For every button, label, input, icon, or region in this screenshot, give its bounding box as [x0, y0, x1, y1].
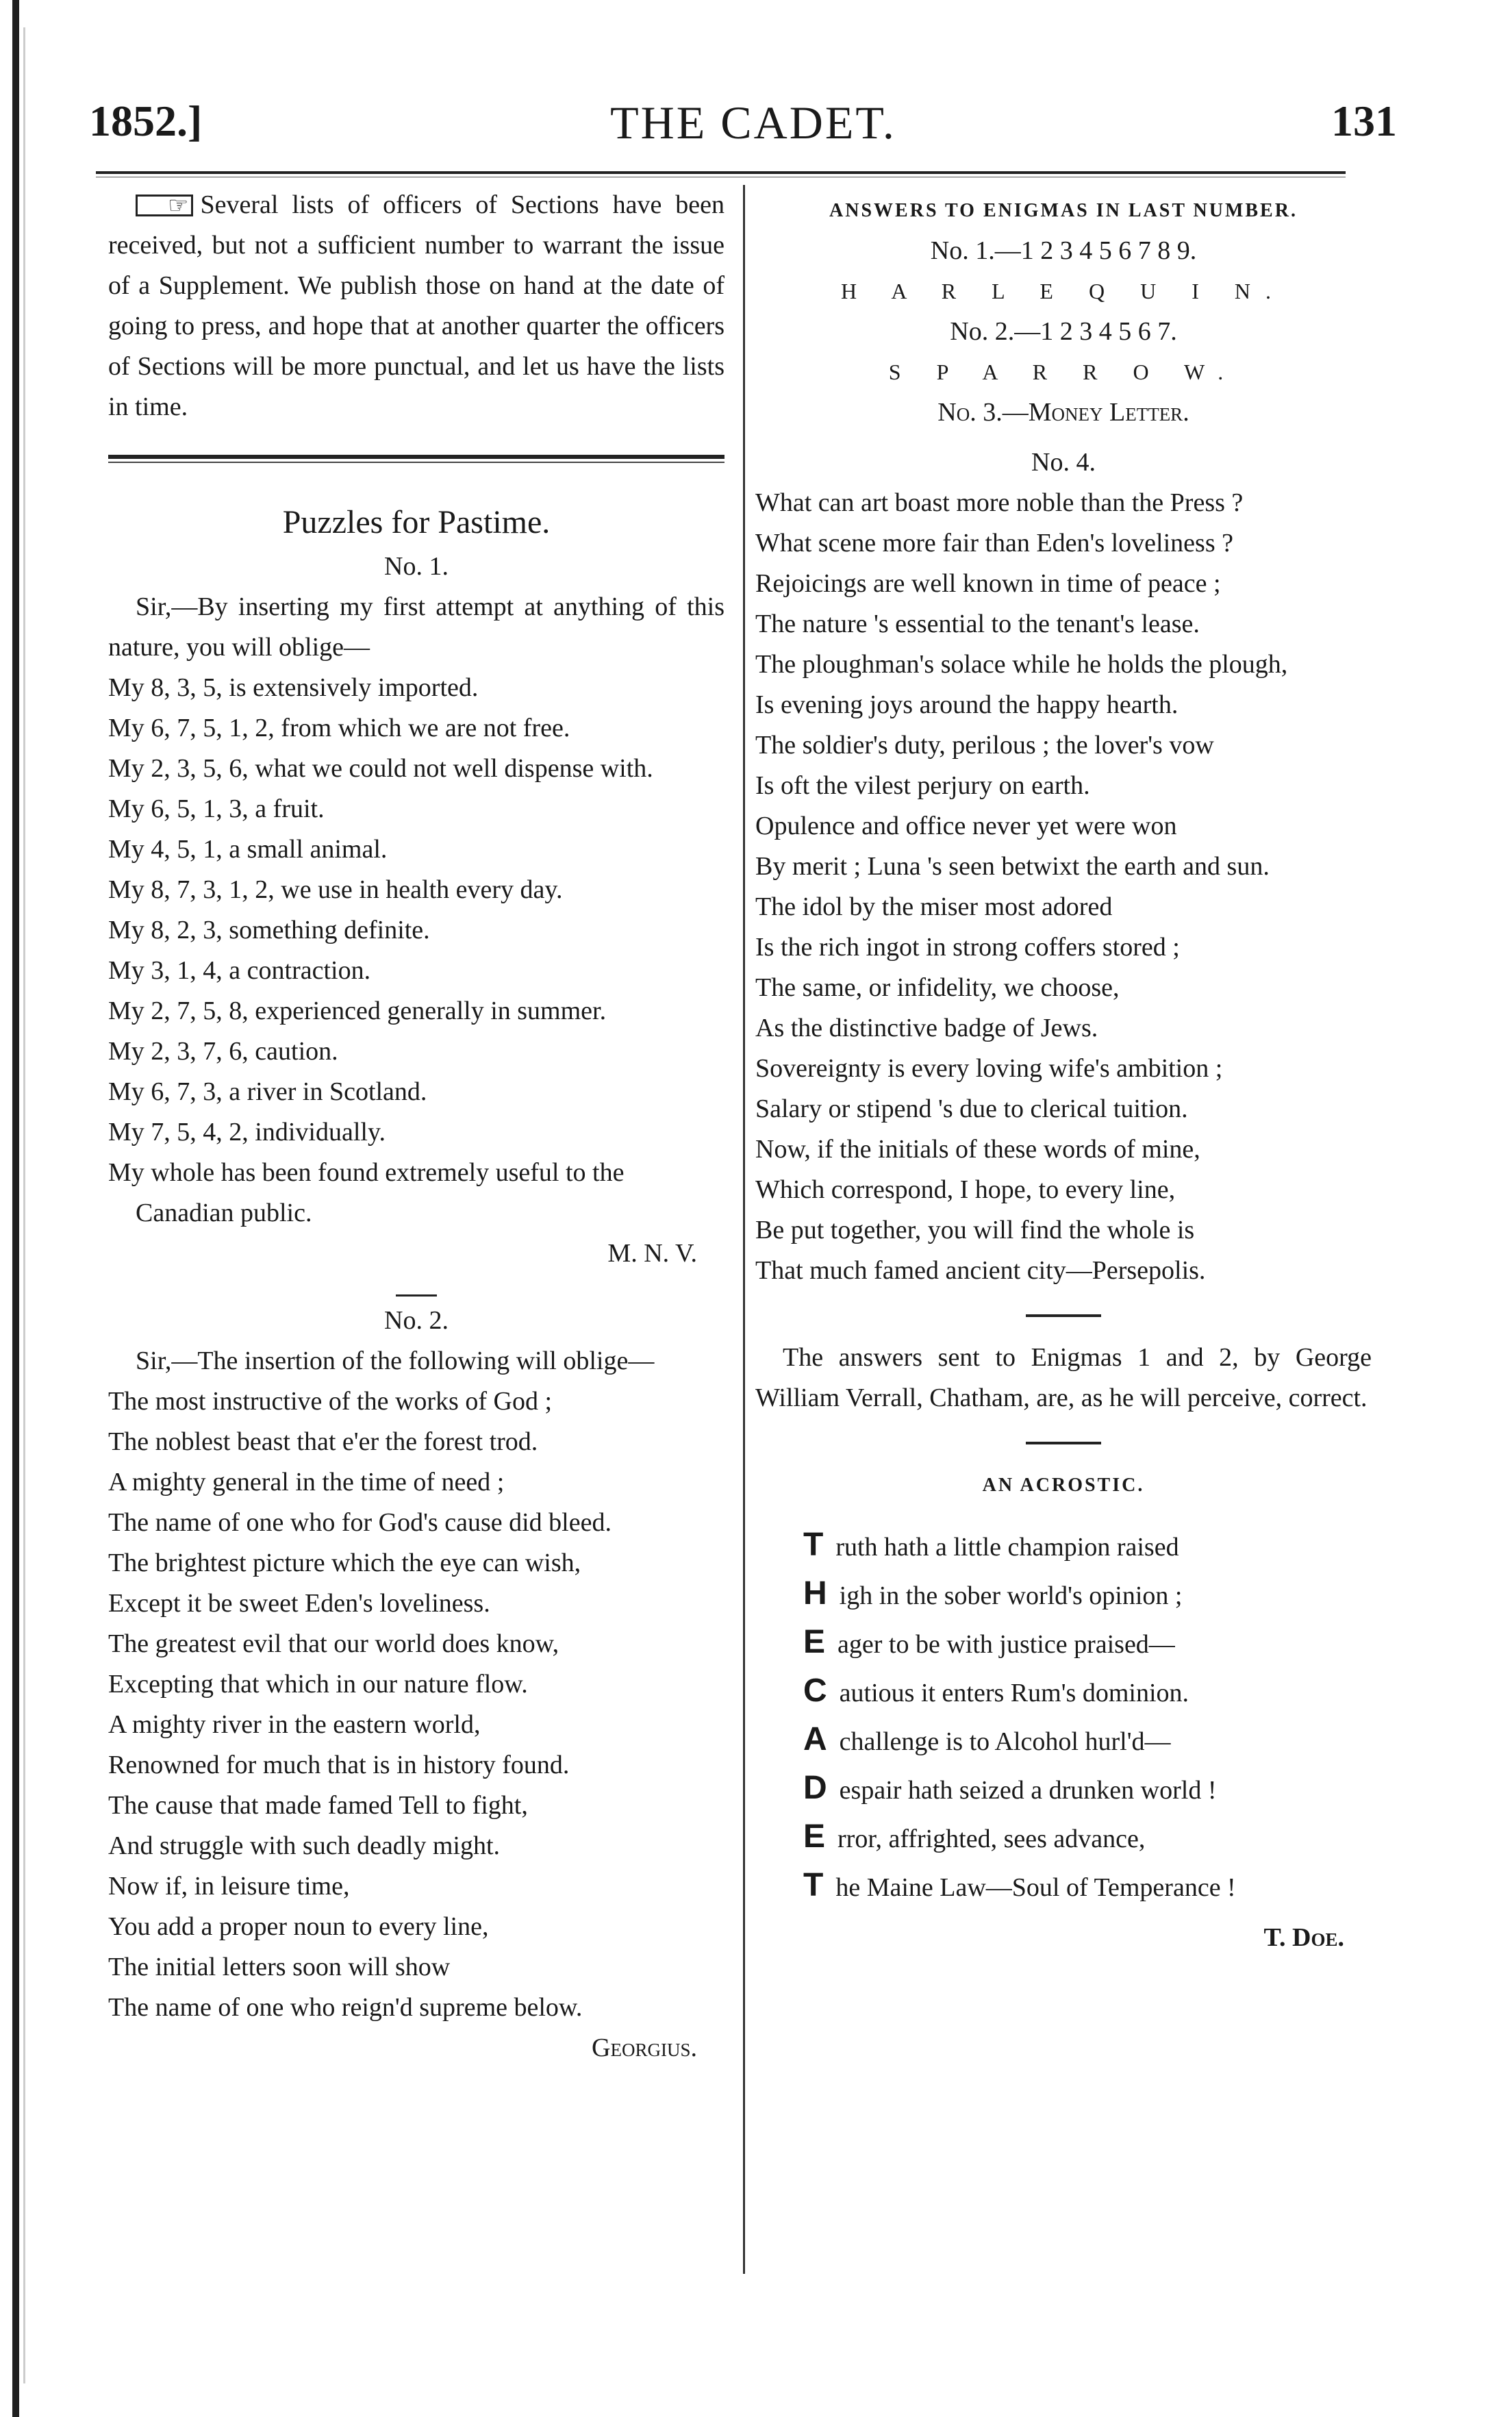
acrostic-initial: E: [803, 1818, 826, 1855]
enigma-4-line: The idol by the miser most adored: [755, 892, 1113, 921]
answer-1-word: H A R L E Q U I N.: [841, 279, 1286, 303]
acrostic-line: [803, 1765, 1372, 1814]
acrostic-signature: T. Doe.: [1263, 1923, 1344, 1952]
puzzle-1-line: My 8, 7, 3, 1, 2, we use in health every day.: [108, 875, 563, 904]
answer-3: No. 3.—Money Letter.: [937, 398, 1189, 427]
enigma-4-line: By merit ; Luna 's seen betwixt the earth and sun.: [755, 852, 1270, 881]
puzzle-1-line: My 6, 5, 1, 3, a fruit.: [108, 794, 325, 823]
header-year: 1852.]: [89, 97, 203, 145]
puzzle-2-lines: [108, 1381, 724, 2028]
enigma-4-line: Is oft the vilest perjury on earth.: [755, 771, 1090, 800]
puzzle-1-intro: Sir,—By inserting my first attempt at anything of this nature, you will oblige—: [108, 592, 724, 662]
puzzle-2-line: A mighty general in the time of need ;: [108, 1468, 505, 1496]
enigma-4-line: Is the rich ingot in strong coffers stored ;: [755, 933, 1180, 962]
puzzle-2-line: A mighty river in the eastern world,: [108, 1710, 481, 1739]
enigma-4-line: What scene more fair than Eden's loveliness ?: [755, 529, 1233, 558]
answer-2-number: No. 2.—1 2 3 4 5 6 7.: [950, 317, 1177, 346]
answers-heading: ANSWERS TO ENIGMAS IN LAST NUMBER.: [829, 200, 1298, 221]
acrostic-line: [803, 1522, 1372, 1570]
acrostic-text: igh in the sober world's opinion ;: [839, 1581, 1183, 1610]
acrostic-line: [803, 1619, 1372, 1668]
puzzle-2-number: No. 2.: [384, 1306, 449, 1335]
enigma-4-line: What can art boast more noble than the Press ?: [755, 488, 1244, 517]
puzzle-2-line: You add a proper noun to every line,: [108, 1912, 489, 1941]
running-header: [82, 96, 1424, 151]
puzzle-1-line: My 6, 7, 3, a river in Scotland.: [108, 1077, 427, 1106]
acrostic-initial: D: [803, 1770, 827, 1806]
puzzle-2-line: Excepting that which in our nature flow.: [108, 1670, 528, 1699]
acrostic-text: ager to be with justice praised—: [837, 1630, 1175, 1659]
enigma-4-lines: [755, 483, 1372, 1291]
puzzle-2-line: The name of one who for God's cause did bleed.: [108, 1508, 612, 1537]
acrostic-text: rror, affrighted, sees advance,: [837, 1825, 1146, 1853]
enigma-4-line: Opulence and office never yet were won: [755, 812, 1177, 840]
puzzle-2-line: And struggle with such deadly might.: [108, 1831, 501, 1860]
notice-paragraph: [108, 185, 724, 427]
puzzle-2-line: The noblest beast that e'er the forest trod.: [108, 1427, 538, 1456]
enigma-4-line: The ploughman's solace while he holds the plough,: [755, 650, 1288, 679]
ornamental-rule: [108, 455, 724, 463]
puzzle-2-signature: Georgius.: [592, 2033, 697, 2062]
puzzles-title: Puzzles for Pastime.: [282, 504, 551, 540]
enigma-4-line: The nature 's essential to the tenant's lease.: [755, 610, 1200, 638]
enigma-4-line: The soldier's duty, perilous ; the lover's vow: [755, 731, 1214, 760]
acrostic-text: he Maine Law—Soul of Temperance !: [835, 1873, 1236, 1902]
puzzle-2-line: The name of one who reign'd supreme below.: [108, 1993, 583, 2022]
enigma-4-line: Now, if the initials of these words of mine,: [755, 1135, 1200, 1164]
enigma-4-line: The same, or infidelity, we choose,: [755, 973, 1120, 1002]
binding-spine: [12, 0, 19, 2417]
puzzle-2-line: Now if, in leisure time,: [108, 1872, 350, 1901]
acrostic-text: challenge is to Alcohol hurl'd—: [839, 1727, 1171, 1756]
notice-text: Several lists of officers of Sections have been received, but not a sufficient number to warrant the issue of a Supplement. We publish those on hand at the date of going to press, and hope that at another quarter the officers of Sections will be more punctual, and let us have the lists in time.: [108, 190, 724, 421]
enigma-4-line: Salary or stipend 's due to clerical tuition.: [755, 1094, 1188, 1123]
enigma-4-line: Rejoicings are well known in time of peace ;: [755, 569, 1221, 598]
section-dash: [1026, 1442, 1101, 1444]
puzzle-2-line: Renowned for much that is in history found.: [108, 1751, 570, 1779]
acrostic-initial: H: [803, 1575, 827, 1612]
puzzle-1-line: My whole has been found extremely useful to the Canadian public.: [108, 1158, 625, 1227]
column-divider: [743, 185, 745, 2274]
answers-note: The answers sent to Enigmas 1 and 2, by George William Verrall, Chatham, are, as he will perceive, correct.: [755, 1343, 1372, 1412]
acrostic-initial: T: [803, 1867, 824, 1903]
puzzle-1-line: My 8, 2, 3, something definite.: [108, 916, 430, 944]
header-rule: [96, 171, 1346, 174]
left-column: [108, 185, 724, 2068]
puzzle-1-line: My 2, 7, 5, 8, experienced generally in summer.: [108, 997, 607, 1025]
section-dash: [1026, 1314, 1101, 1317]
puzzle-2-intro: Sir,—The insertion of the following will oblige—: [136, 1347, 655, 1375]
puzzle-1-line: My 6, 7, 5, 1, 2, from which we are not free.: [108, 714, 570, 742]
header-title: THE CADET.: [610, 97, 896, 149]
acrostic-initial: E: [803, 1624, 826, 1660]
acrostic-initial: A: [803, 1721, 827, 1757]
puzzle-2-line: The greatest evil that our world does know,: [108, 1629, 559, 1658]
acrostic-initial: T: [803, 1527, 824, 1563]
acrostic-initial: C: [803, 1673, 827, 1709]
binding-shadow: [23, 27, 25, 2383]
puzzle-2-line: The most instructive of the works of God ;: [108, 1387, 553, 1416]
enigma-4-number: No. 4.: [1031, 448, 1096, 477]
acrostic-line: [803, 1570, 1372, 1619]
acrostic-title: AN ACROSTIC.: [982, 1475, 1145, 1496]
section-dash: [396, 1294, 437, 1297]
acrostic-line: [803, 1668, 1372, 1716]
enigma-4-line: Which correspond, I hope, to every line,: [755, 1175, 1176, 1204]
puzzle-1-line: My 7, 5, 4, 2, individually.: [108, 1118, 386, 1147]
acrostic-text: autious it enters Rum's dominion.: [839, 1679, 1189, 1707]
puzzle-1-line: My 3, 1, 4, a contraction.: [108, 956, 371, 985]
puzzle-2-line: Except it be sweet Eden's loveliness.: [108, 1589, 490, 1618]
enigma-4-line: That much famed ancient city—Persepolis.: [755, 1256, 1206, 1285]
puzzle-1-line: My 8, 3, 5, is extensively imported.: [108, 673, 479, 702]
pointing-hand-icon: ☞: [136, 195, 193, 216]
puzzle-1-lines: [108, 668, 724, 1233]
puzzle-1-signature: M. N. V.: [607, 1239, 697, 1268]
puzzle-2-line: The brightest picture which the eye can wish,: [108, 1549, 581, 1577]
acrostic-line: [803, 1862, 1372, 1911]
acrostic-text: espair hath seized a drunken world !: [839, 1776, 1217, 1805]
acrostic-line: [803, 1814, 1372, 1862]
answer-1-number: No. 1.—1 2 3 4 5 6 7 8 9.: [930, 236, 1197, 265]
answer-2-word: S P A R R O W.: [888, 360, 1239, 384]
acrostic-poem: [755, 1522, 1372, 1911]
puzzle-2-line: The initial letters soon will show: [108, 1953, 451, 1981]
enigma-4-line: Is evening joys around the happy hearth.: [755, 690, 1179, 719]
acrostic-line: [803, 1716, 1372, 1765]
acrostic-text: ruth hath a little champion raised: [835, 1533, 1179, 1562]
enigma-4-line: As the distinctive badge of Jews.: [755, 1014, 1098, 1042]
enigma-4-line: Be put together, you will find the whole is: [755, 1216, 1195, 1244]
puzzle-1-line: My 4, 5, 1, a small animal.: [108, 835, 388, 864]
right-column: [755, 185, 1372, 1958]
puzzle-1-line: My 2, 3, 7, 6, caution.: [108, 1037, 338, 1066]
enigma-4-line: Sovereignty is every loving wife's ambition ;: [755, 1054, 1223, 1083]
puzzle-2-line: The cause that made famed Tell to fight,: [108, 1791, 528, 1820]
puzzle-1-number: No. 1.: [384, 552, 449, 581]
puzzle-1-line: My 2, 3, 5, 6, what we could not well dispense with.: [108, 754, 653, 783]
page-number: 131: [1331, 97, 1397, 145]
